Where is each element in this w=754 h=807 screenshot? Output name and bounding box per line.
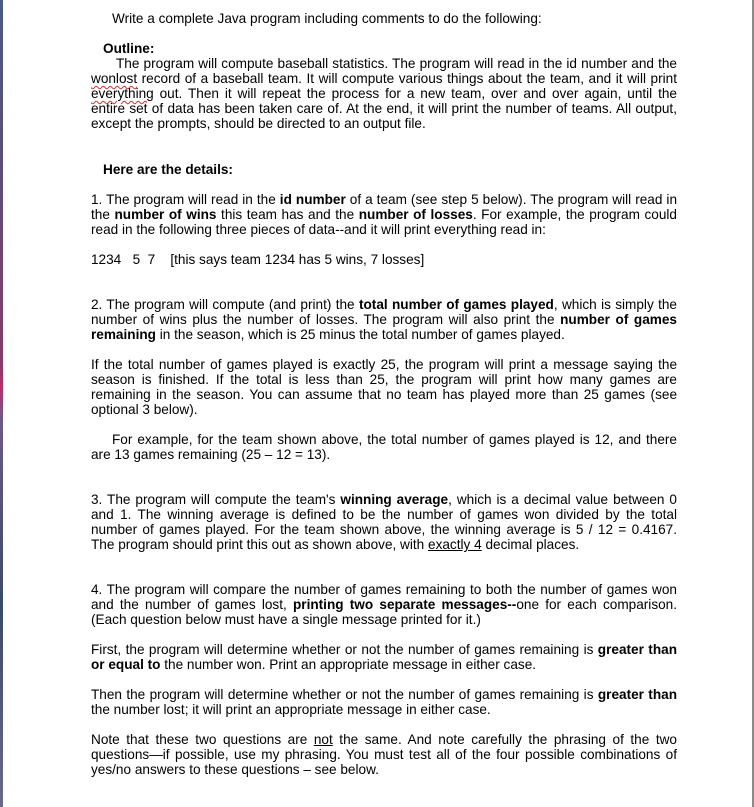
step-4-text-1: 4. The program will compare the number of games remaining to both the number of games won and the number of games lost, [91,582,677,612]
step-3-text-2: , which is a decimal value between 0 and 1. The winning average is defined to be the number of games won divided by the total number of games played. For the team shown above, the winning average is 5 / 12 = 0.4167. The program should print this out as shown above, with [91,492,677,552]
step-2-bold-2: number of games remaining [91,312,677,342]
step-4-paragraph [91,582,677,627]
step-4-p4-underlined: not [313,732,333,747]
step-4-p3-bold-1: greater than [597,687,678,702]
step-1-text-1: 1. The program will read in the [91,192,280,207]
outline-section [91,41,677,131]
step-4-p3-text-2: the number lost; it will print an appropriate message in either case. [91,702,491,717]
step-3-bold-1: winning average [340,492,449,507]
step-1-text-3: this team has and the [216,207,359,222]
outline-heading: Outline: [103,41,155,56]
step-4-p2-bold-1: greater than or equal to [91,642,677,672]
outline-text-5: out. Then it will repeat the process for a new team, over and over again, until the entire set of data has been taken care of. At the end, it will print the number of teams. All output, except the prompts, should be directed to an output file. [91,86,677,131]
outline-paragraph [91,56,677,131]
outline-misspelled-word-2: everything [91,86,154,101]
step-4-text-2: one for each comparison. (Each question below must have a single message printed for it.) [91,597,678,627]
step-2-example-paragraph: For example, for the team shown above, the total number of games played is 12, and there are 13 games remaining (25 – 12 = 13). [91,432,677,462]
step-4-bold-1: printing two separate messages-- [292,597,517,612]
example-data-line: 1234 5 7 [this says team 1234 has 5 wins, 7 losses] [91,252,425,267]
step-4-p4-text-1: Note that these two questions are [91,732,314,747]
step-3-paragraph [91,492,677,552]
step-1-bold-2: number of wins [114,207,217,222]
details-heading: Here are the details: [103,162,233,177]
step-4-paragraph-3 [91,687,677,717]
step-1-text-2: of a team (see step 5 below). The program will read in the [91,192,678,222]
step-2-text-2: , which is simply the number of wins plus the number of losses. The program will also print the [91,297,677,327]
step-4-paragraph-4 [91,732,677,777]
step-4-p4-text-2: the same. And note carefully the phrasing of the two questions—if possible, use my phrasing. You must test all of the four possible combinations of yes/no answers to these questions – see below. [91,732,677,777]
step-3-text-3: decimal places. [481,537,580,552]
window-left-edge [0,0,3,807]
step-1-text-4: . For example, the program could read in the following three pieces of data--and it will print everything read in: [91,207,677,237]
step-2-text-1: 2. The program will compute (and print) the [91,297,359,312]
step-2-text-3: in the season, which is 25 minus the total number of games played. [155,327,565,342]
outline-misspelled-word: wonlost [91,71,138,86]
step-1-bold-1: id number [279,192,346,207]
step-2-paragraph-2: If the total number of games played is exactly 25, the program will print a message saying the season is finished. If the total is less than 25, the program will print how many games are remaining in the season. You can assume that no team has played more than 25 games (see optional 3 below). [91,357,677,417]
step-4-p2-text-2: the number won. Print an appropriate message in either case. [160,657,537,672]
step-4-p3-text-1: Then the program will determine whether or not the number of games remaining is [91,687,598,702]
step-1-bold-3: number of losses [358,207,473,222]
intro-text: Write a complete Java program including comments to do the following: [112,11,542,26]
step-3-underlined: exactly 4 [428,537,482,552]
outline-text-1: The program will compute baseball statistics. The program will read in the id number and the [116,56,677,71]
step-4-p2-text-1: First, the program will determine whether or not the number of games remaining is [91,642,598,657]
step-2-paragraph [91,297,677,342]
step-4-paragraph-2 [91,642,677,672]
step-3-text-1: 3. The program will compute the team's [91,492,341,507]
step-1-paragraph [91,192,677,237]
outline-text-3: record of a baseball team. It will compute various things about the team, and it will print [137,71,677,86]
intro-line [112,11,677,26]
step-2-bold-1: total number of games played [358,297,554,312]
